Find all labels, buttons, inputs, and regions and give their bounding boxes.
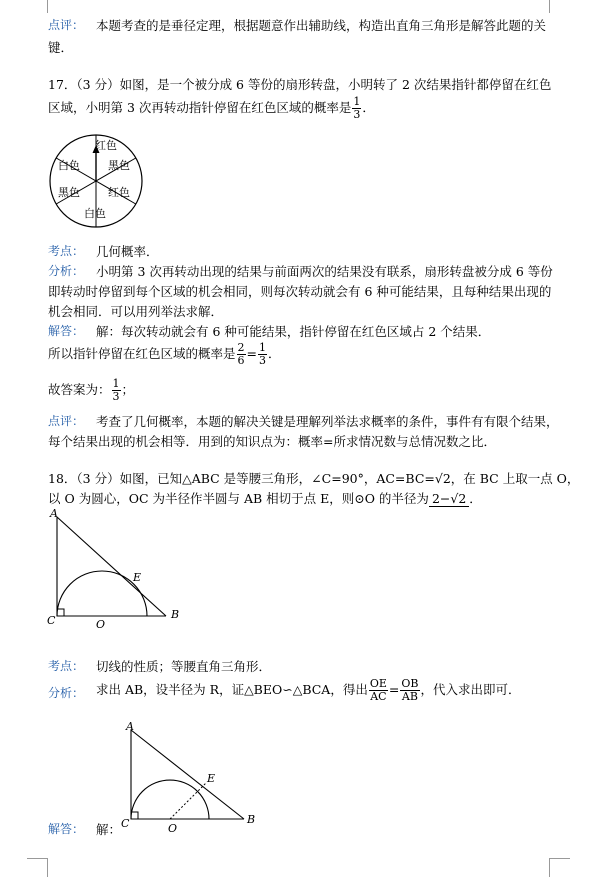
crop-mark-bottom-left [27,858,48,877]
q17-analysis-line2: 即转动时停留到每个区域的机会相同，则每次转动就会有 6 种可能结果，且每种结果出现的 [48,284,552,299]
q17-stem-line2: 区域，小明第 3 次再转动指针停留在红色区域的概率是 $\frac{1}{3}$ ． [48,95,375,121]
q17-point-label: 考点： [48,244,85,258]
q17-answer-line1: 解：每次转动就会有 6 种可能结果，指针停留在红色区域占 2 个结果． [96,324,491,339]
q18-answer-start: 解： [96,822,122,837]
crop-mark-top-left-v [47,0,48,13]
q18-answer-value: 2−√2 [429,491,469,507]
sector-label-white-left: 白色 [58,159,80,172]
label-B-2: B [247,813,256,826]
q18-point-text: 切线的性质；等腰直角三角形． [96,659,272,674]
sector-label-black-left: 黑色 [58,186,80,199]
q17-comment-label: 点评： [48,414,85,428]
sector-label-black-right: 黑色 [108,159,130,172]
q17-analysis-label: 分析： [48,264,85,278]
spinner-figure [48,133,146,229]
q17-point-text: 几何概率． [96,244,159,259]
q18-stem-line2: 以 O 为圆心，OC 为半径作半圆与 AB 相切于点 E，则⊙O 的半径为 2−√2 ． [48,491,482,506]
sector-label-red-right: 红色 [108,186,130,199]
fraction-OE-AC: $\frac{OE}{AC}$ [369,677,387,703]
q18-analysis-label: 分析： [48,686,85,700]
label-O-2: O [168,822,178,835]
q17-final-answer: 故答案为： $\frac{1}{3}$ ； [48,377,135,403]
q17-answer-line2: 所以指针停留在红色区域的概率是 $\frac{2}{6}$ = $\frac{1}{3}$ ． [48,341,281,367]
fraction-1-3: $\frac{1}{3}$ [259,341,266,367]
q17-stem-line1: 17．（3 分）如图，是一个被分成 6 等份的扇形转盘，小明转了 2 次结果指针都停留在红色 [48,77,552,92]
q17-answer-fraction: $\frac{1}{3}$ [353,95,361,121]
label-O: O [96,618,106,630]
label-E-2: E [207,772,216,785]
label-A: A [50,507,58,520]
label-B: B [171,608,180,621]
q17-analysis-line3: 机会相同．可以用列举法求解． [48,304,224,319]
q17-analysis-line1: 小明第 3 次再转动出现的结果与前面两次的结果没有联系，扇形转盘被分成 6 等份 [96,264,553,279]
comment-label: 点评： [48,18,85,32]
q18-solution-figure [118,720,268,836]
q18-point-label: 考点： [48,659,85,673]
fraction-OB-AB: $\frac{OB}{AB}$ [401,677,419,703]
sector-label-white-bottom: 白色 [84,207,106,220]
crop-mark-top-right-v [549,0,550,13]
label-C-2: C [121,817,130,830]
label-A-2: A [126,720,134,733]
crop-mark-bottom-right [549,858,570,877]
sector-label-red-top: 红色 [95,139,117,152]
q18-analysis-text: 求出 AB，设半径为 R，证△BEO∽△BCA，得出 $\frac{OE}{AC}$ = $\frac{OB}{AB}$ ，代入求出即可． [96,677,521,703]
fraction-2-6: $\frac{2}{6}$ [237,341,245,367]
top-comment-line2: 键． [48,40,74,55]
label-C: C [47,614,56,627]
q18-figure [44,506,194,630]
final-fraction: $\frac{1}{3}$ [112,377,120,403]
q17-stem-text: 区域，小明第 3 次再转动指针停留在红色区域的概率是 [48,100,352,115]
q17-comment-line1: 考查了几何概率，本题的解决关键是理解列举法求概率的条件，事件有有限个结果， [96,414,559,429]
q18-answer-label: 解答： [48,822,85,836]
label-E: E [133,571,142,584]
top-comment-line1: 本题考查的是垂径定理，根据题意作出辅助线，构造出直角三角形是解答此题的关 [96,18,547,33]
q17-answer-label: 解答： [48,324,85,338]
q18-stem-line1: 18．（3 分）如图，已知△ABC 是等腰三角形，∠C=90°，AC=BC=√2，在 BC 上取一点 O， [48,471,580,486]
q17-comment-line2: 每个结果出现的机会相等．用到的知识点为：概率=所求情况数与总情况数之比． [48,434,496,449]
